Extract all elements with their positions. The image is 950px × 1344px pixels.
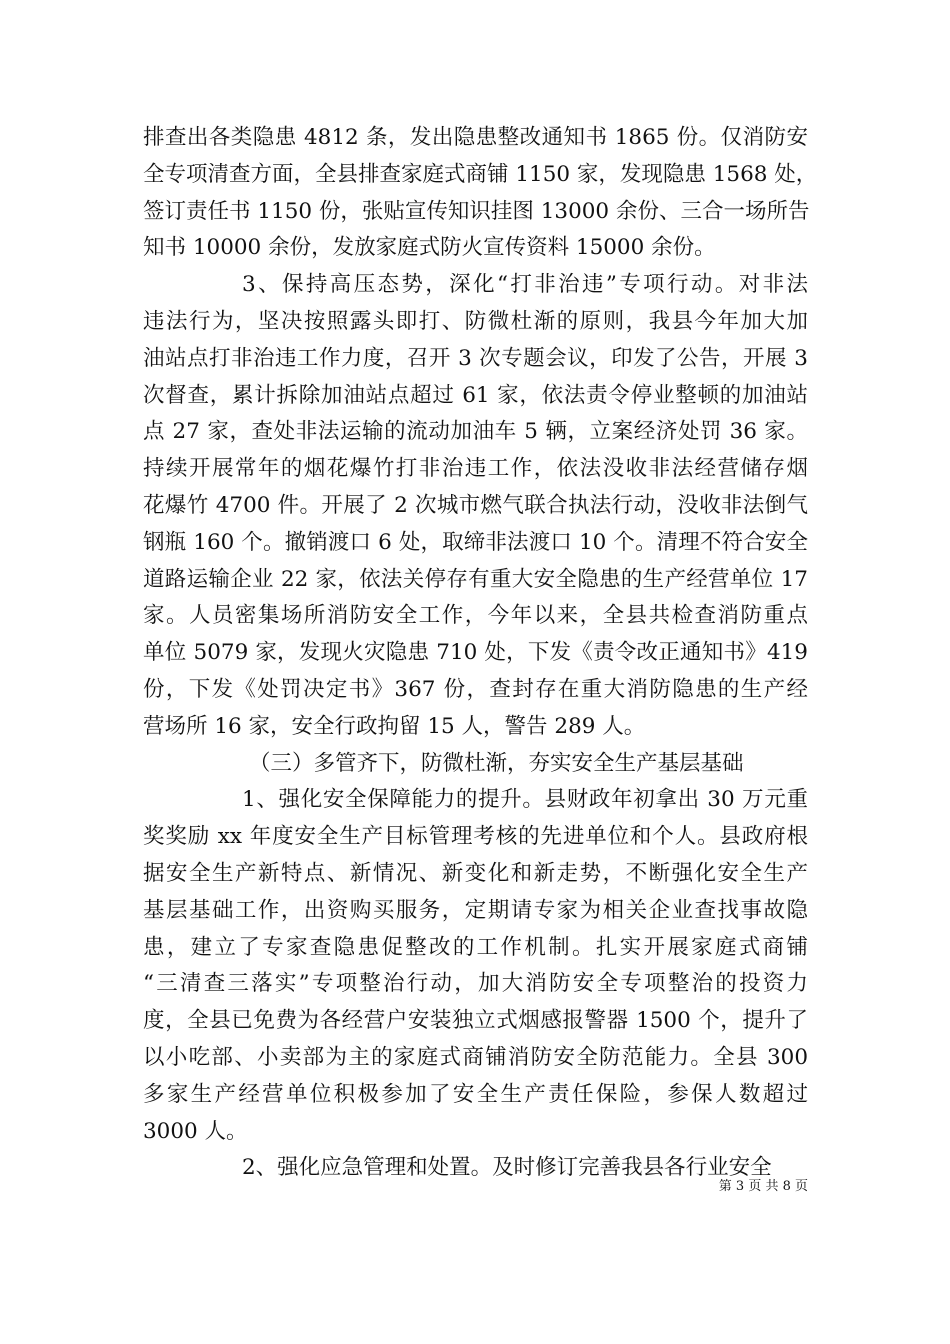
text-line: 排查出各类隐患 4812 条，发出隐患整改通知书 1865 份。仅消防安: [143, 125, 808, 150]
text-line: 份，下发《处罚决定书》367 份，查封存在重大消防隐患的生产经: [143, 676, 808, 702]
section-heading: （三）多管齐下，防微杜渐，夯实安全生产基层基础: [249, 750, 744, 776]
text-line: 2、强化应急管理和处置。及时修订完善我县各行业安全: [242, 1155, 772, 1181]
text-line: 多家生产经营单位积极参加了安全生产责任保险，参保人数超过: [143, 1081, 808, 1107]
text-line: “三清查三落实”专项整治行动，加大消防安全专项整治的投资力: [143, 971, 808, 997]
text-line: 点 27 家，查处非法运输的流动加油车 5 辆，立案经济处罚 36 家。: [143, 419, 808, 445]
text-line: 营场所 16 家，安全行政拘留 15 人，警告 289 人。: [143, 713, 646, 739]
text-line: 以小吃部、小卖部为主的家庭式商铺消防安全防范能力。全县 300: [143, 1044, 808, 1070]
paragraph-crackdown-actions: [143, 267, 808, 745]
text-line: 据安全生产新特点、新情况、新变化和新走势，不断强化安全生产: [143, 860, 808, 886]
paragraph-safety-capacity: [143, 782, 808, 1150]
text-line: 知书 10000 余份，发放家庭式防火宣传资料 15000 余份。: [143, 235, 716, 261]
page-number: 第 3 页 共 8 页: [718, 1179, 808, 1194]
text-line: 签订责任书 1150 份，张贴宣传知识挂图 13000 余份、三合一场所告: [143, 198, 810, 224]
text-line: 奖奖励 xx 年度安全生产目标管理考核的先进单位和个人。县政府根: [143, 824, 808, 850]
paragraph-hazard-inspection: [143, 120, 818, 267]
text-line: 3000 人。: [143, 1118, 248, 1144]
text-line: 次督查，累计拆除加油站点超过 61 家，依法责令停业整顿的加油站: [143, 382, 808, 408]
text-line: 家。人员密集场所消防安全工作，今年以来，全县共检查消防重点: [143, 603, 808, 629]
text-line: 违法行为，坚决按照露头即打、防微杜渐的原则，我县今年加大加: [143, 308, 808, 334]
text-line: 度，全县已免费为各经营户安装独立式烟感报警器 1500 个，提升了: [143, 1008, 808, 1034]
text-line: 患，建立了专家查隐患促整改的工作机制。扎实开展家庭式商铺: [143, 934, 808, 960]
text-line: 1、强化安全保障能力的提升。县财政年初拿出 30 万元重: [242, 787, 808, 813]
text-line: 基层基础工作，出资购买服务，定期请专家为相关企业查找事故隐: [143, 897, 808, 923]
text-line: 持续开展常年的烟花爆竹打非治违工作，依法没收非法经营储存烟: [143, 456, 808, 482]
text-line: 钢瓶 160 个。撤销渡口 6 处，取缔非法渡口 10 个。清理不符合安全: [143, 529, 808, 555]
text-line: 3、保持高压态势，深化“打非治违”专项行动。对非法: [242, 272, 808, 298]
text-line: 油站点打非治违工作力度，召开 3 次专题会议，印发了公告，开展 3: [143, 345, 808, 371]
text-line: 单位 5079 家，发现火灾隐患 710 处，下发《责令改正通知书》419: [143, 640, 808, 666]
document-body: [143, 120, 818, 1187]
text-line: 全专项清查方面，全县排查家庭式商铺 1150 家，发现隐患 1568 处，: [143, 161, 818, 187]
text-line: 花爆竹 4700 件。开展了 2 次城市燃气联合执法行动，没收非法倒气: [143, 492, 808, 518]
text-line: 道路运输企业 22 家，依法关停存有重大安全隐患的生产经营单位 17: [143, 566, 808, 592]
paragraph-emergency-management: [143, 1150, 808, 1187]
